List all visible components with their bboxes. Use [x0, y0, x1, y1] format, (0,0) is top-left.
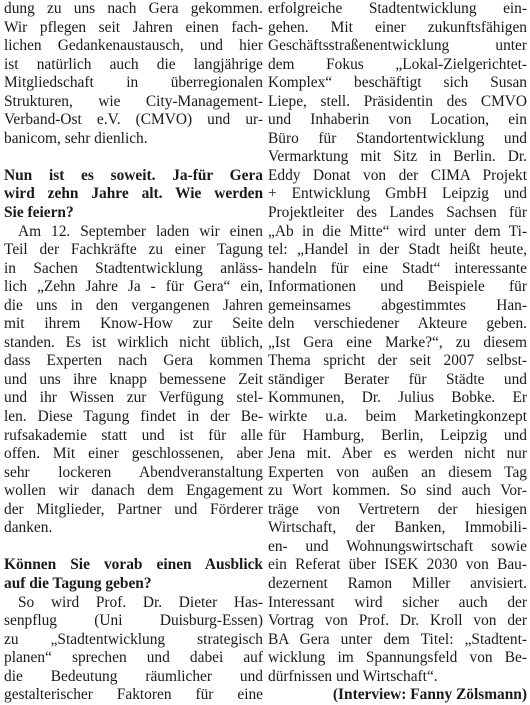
text-line: lichen Gedankenaustausch, und hier — [4, 37, 263, 55]
question-line: Können Sie vorab einen Ausblick — [4, 556, 263, 574]
question-line: auf die Tagung geben? — [4, 574, 152, 592]
text-line: Kommunen, Dr. Julius Bobke. Er — [268, 389, 527, 407]
paragraph-gap — [4, 538, 263, 557]
text-line: gehen. Mit einer zukunftsfähigen — [268, 18, 527, 36]
text-line: erfolgreiche Stadtentwicklung ein- — [268, 0, 527, 17]
text-line: gestalterischer Faktoren für eine — [4, 686, 263, 704]
text-line: danken. — [4, 519, 53, 537]
text-line: senpflug (Uni Duisburg-Essen) — [4, 612, 263, 630]
text-line: dem Fokus „Lokal-Zielgerichtet- — [268, 55, 527, 73]
text-line: die uns in den vergangenen Jahren — [4, 296, 263, 314]
text-line: wicklung im Spannungsfeld von Be- — [268, 649, 527, 667]
text-line: Teil der Fachkräfte zu einer Tagung — [4, 241, 263, 259]
text-line: Vermarktung mit Sitz in Berlin. Dr. — [268, 148, 527, 166]
text-line: dung zu uns nach Gera gekommen. — [4, 0, 263, 17]
text-line: Strukturen, wie City-Management- — [4, 92, 263, 110]
paragraph-gap — [4, 148, 263, 167]
text-line: Verband-Ost e.V. (CMVO) und ur- — [4, 111, 263, 129]
text-line: rufsakademie statt und ist für alle — [4, 426, 263, 444]
text-line: wirkte u.a. beim Marketingkonzept — [268, 408, 527, 426]
text-line: dürfnissen und Wirtschaft“. — [268, 667, 438, 685]
text-line: Experten von außen an diesem Tag — [268, 463, 527, 481]
text-line: Liepe, stell. Präsidentin des CMVO — [268, 92, 527, 110]
text-line: dass Experten nach Gera kommen — [4, 352, 263, 370]
text-line: Wirtschaft, der Banken, Immobili- — [268, 519, 527, 537]
text-line: Thema spricht der seit 2007 selbst- — [268, 352, 527, 370]
text-line: offen. Mit einer geschlossenen, aber — [4, 445, 263, 463]
text-line: ist natürlich auch die langjährige — [4, 55, 263, 73]
text-line: zu „Stadtentwicklung strategisch — [4, 630, 263, 648]
text-line: mit ihrem Know-How zur Seite — [4, 315, 263, 333]
text-line: Eddy Donat von der CIMA Projekt — [268, 166, 527, 184]
text-line: und ihr Wissen zur Verfügung stel- — [4, 389, 263, 407]
text-line: banicom, sehr dienlich. — [4, 129, 148, 147]
text-line: Interessant wird sicher auch der — [268, 593, 527, 611]
text-line: sehr lockeren Abendveranstaltung — [4, 463, 263, 481]
text-line: „Ab in die Mitte“ wird unter dem Ti- — [268, 222, 527, 240]
text-line: ein Referat über ISEK 2030 von Bau- — [268, 556, 527, 574]
text-line: und uns ihre knapp bemessene Zeit — [4, 370, 263, 388]
text-line: len. Diese Tagung findet in der Be- — [4, 408, 263, 426]
text-line: en- und Wohnungswirtschaft sowie — [268, 537, 527, 555]
text-line: für Hamburg, Berlin, Leipzig und — [268, 426, 527, 444]
text-line: deln verschiedener Akteure geben. — [268, 315, 527, 333]
text-line: „Ist Gera eine Marke?“, zu diesem — [268, 333, 527, 351]
text-line: standen. Es ist wirklich nicht üblich, — [4, 333, 263, 351]
article-left-column — [4, 0, 263, 705]
text-line: Wir pflegen seit Jahren einen fach- — [4, 18, 263, 36]
text-line: Geschäftsstraßenentwicklung unter — [268, 37, 527, 55]
text-line: ständiger Berater für Städte und — [268, 370, 527, 388]
text-line: Vortrag von Prof. Dr. Kroll von der — [268, 612, 527, 630]
text-line: in Sachen Stadtentwicklung anläss- — [4, 259, 263, 277]
text-line: Komplex“ beschäftigt sich Susan — [268, 74, 527, 92]
question-line: wird zehn Jahre alt. Wie werden — [4, 185, 263, 203]
text-line: planen“ sprechen und dabei auf — [4, 649, 263, 667]
text-line: dezernent Ramon Miller anvisiert. — [268, 574, 527, 592]
text-line: + Entwicklung GmbH Leipzig und — [268, 185, 527, 203]
text-line: zu Wort kommen. So sind auch Vor- — [268, 482, 527, 500]
text-line: wollen wir danach dem Engagement — [4, 482, 263, 500]
text-line: gemeinsames abgestimmtes Han- — [268, 296, 527, 314]
text-line: Am 12. September laden wir einen — [18, 222, 263, 240]
text-line: der Mitglieder, Partner und Förderer — [4, 500, 263, 518]
text-line: So wird Prof. Dr. Dieter Has- — [18, 593, 263, 611]
text-line: tel: „Handel in der Stadt heißt heute, — [268, 241, 527, 259]
byline: (Interview: Fanny Zölsmann) — [332, 686, 527, 704]
text-line: BA Gera unter dem Titel: „Stadtent- — [268, 630, 527, 648]
text-line: Informationen und Beispiele für — [268, 278, 527, 296]
article-right-column — [268, 0, 527, 705]
text-line: Büro für Standortentwicklung und — [268, 129, 527, 147]
text-line: lich „Zehn Jahre Ja - für Gera“ ein, — [4, 278, 263, 296]
question-line: Nun ist es soweit. Ja-für Gera — [4, 166, 263, 184]
text-line: Mitgliedschaft in überregionalen — [4, 74, 263, 92]
text-line: Jena mit. Aber es werden nicht nur — [268, 445, 527, 463]
text-line: handeln für eine Stadt“ interessante — [268, 259, 527, 277]
text-line: und Inhaberin von Location, ein — [268, 111, 527, 129]
text-line: Projektleiter des Landes Sachsen für — [268, 204, 527, 222]
text-line: die Bedeutung räumlicher und — [4, 667, 263, 685]
text-line: träge von Vertretern der hiesigen — [268, 500, 527, 518]
question-line: Sie feiern? — [4, 204, 74, 222]
